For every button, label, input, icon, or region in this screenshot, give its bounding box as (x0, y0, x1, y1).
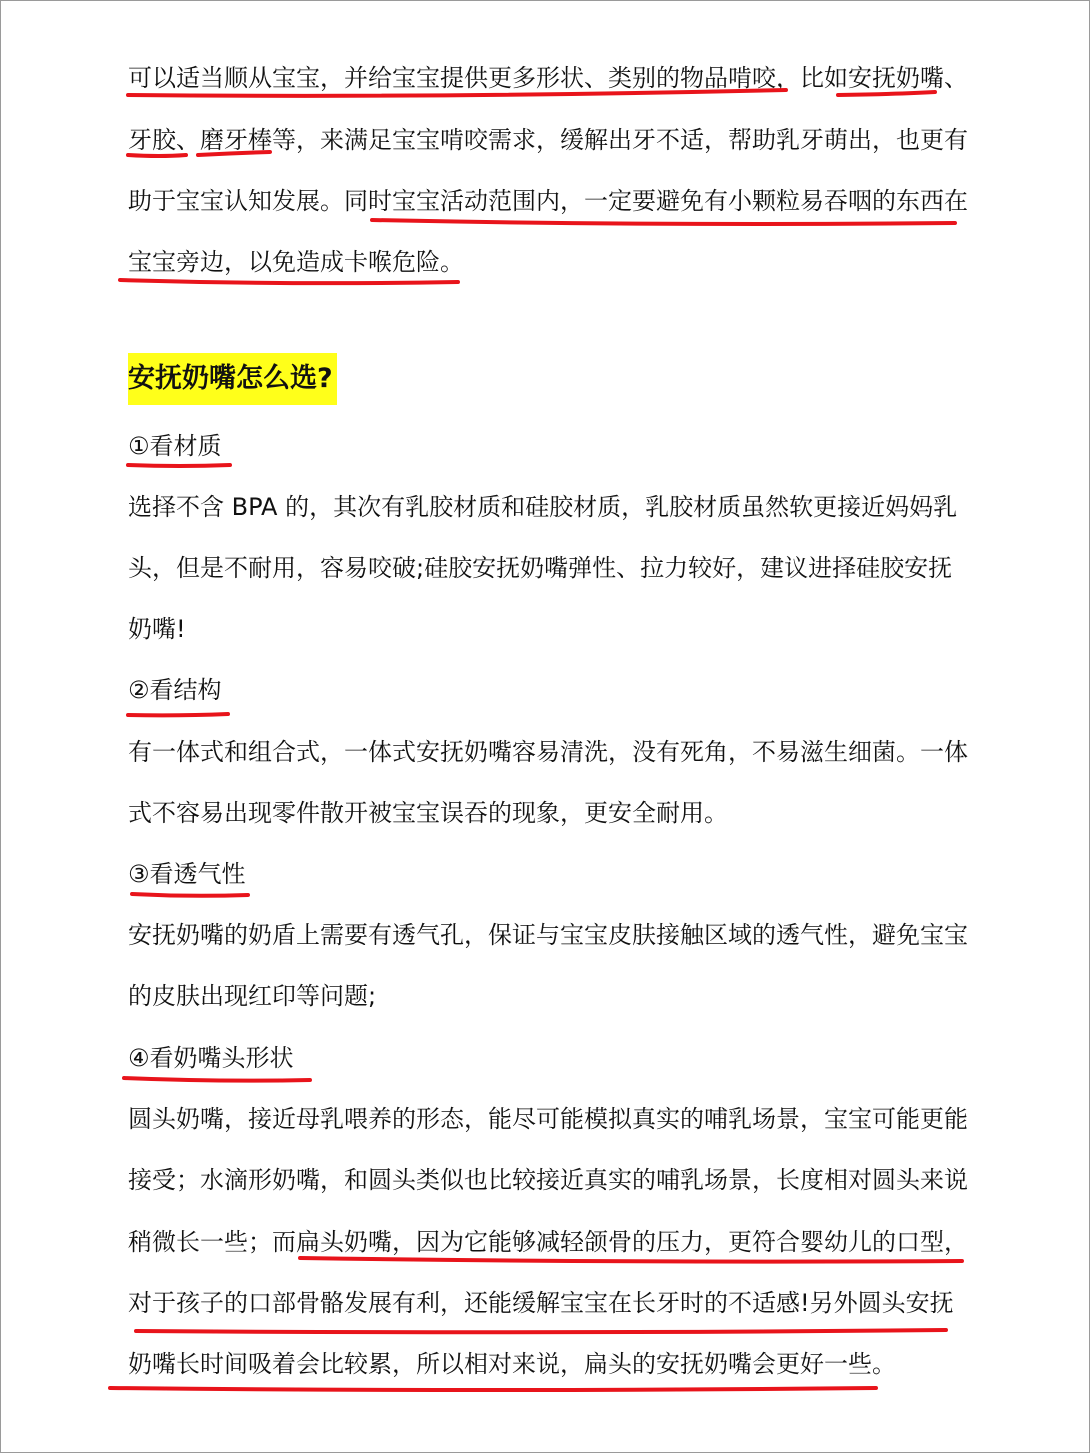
item-4-line-2: 接受；水滴形奶嘴，和圆头类似也比较接近真实的哺乳场景，长度相对圆头来说 (128, 1166, 968, 1194)
underline-item-3 (132, 894, 248, 896)
underline-item-2 (128, 714, 228, 715)
underline-item-1 (128, 465, 230, 466)
underline-item-4-line-4 (136, 1330, 946, 1332)
item-3-line-2: 的皮肤出现红印等问题; (128, 982, 377, 1010)
item-heading-nipple-shape: ④看奶嘴头形状 (128, 1044, 294, 1072)
intro-line-4: 宝宝旁边，以免造成卡喉危险。 (128, 248, 464, 276)
item-heading-material: ①看材质 (128, 432, 222, 460)
intro-line-3: 助于宝宝认知发展。同时宝宝活动范围内，一定要避免有小颗粒易吞咽的东西在 (128, 187, 968, 215)
underline-item-4-line-5 (110, 1388, 876, 1390)
item-heading-breathability: ③看透气性 (128, 860, 246, 888)
intro-line-2: 牙胶、磨牙棒等，来满足宝宝啃咬需求，缓解出牙不适，帮助乳牙萌出，也更有 (128, 126, 968, 154)
item-2-line-1: 有一体式和组合式，一体式安抚奶嘴容易清洗，没有死角，不易滋生细菌。一体 (128, 738, 968, 766)
item-3-line-1: 安抚奶嘴的奶盾上需要有透气孔，保证与宝宝皮肤接触区域的透气性，避免宝宝 (128, 921, 968, 949)
underline-item-4-line-3 (300, 1258, 962, 1262)
item-1-line-1: 选择不含 BPA 的，其次有乳胶材质和硅胶材质，乳胶材质虽然软更接近妈妈乳 (128, 493, 958, 521)
item-1-line-2: 头，但是不耐用，容易咬破;硅胶安抚奶嘴弹性、拉力较好，建议进择硅胶安抚 (128, 554, 953, 582)
item-4-line-3: 稍微长一些；而扁头奶嘴，因为它能够减轻颌骨的压力，更符合婴幼儿的口型， (128, 1228, 968, 1256)
item-4-line-5: 奶嘴长时间吸着会比较累，所以相对来说，扁头的安抚奶嘴会更好一些。 (128, 1350, 896, 1378)
item-4-line-4: 对于孩子的口部骨骼发展有利，还能缓解宝宝在长牙时的不适感!另外圆头安抚 (128, 1289, 954, 1317)
item-2-line-2: 式不容易出现零件散开被宝宝误吞的现象，更安全耐用。 (128, 799, 728, 827)
intro-line-1: 可以适当顺从宝宝，并给宝宝提供更多形状、类别的物品啃咬，比如安抚奶嘴、 (128, 64, 968, 92)
underline-item-4 (124, 1078, 310, 1081)
underline-intro-4 (120, 280, 458, 283)
item-4-line-1: 圆头奶嘴，接近母乳喂养的形态，能尽可能模拟真实的哺乳场景，宝宝可能更能 (128, 1105, 968, 1133)
underline-intro-3 (372, 220, 955, 224)
section-title: 安抚奶嘴怎么选? (128, 353, 337, 405)
item-1-line-3: 奶嘴! (128, 615, 186, 643)
item-heading-structure: ②看结构 (128, 676, 222, 704)
